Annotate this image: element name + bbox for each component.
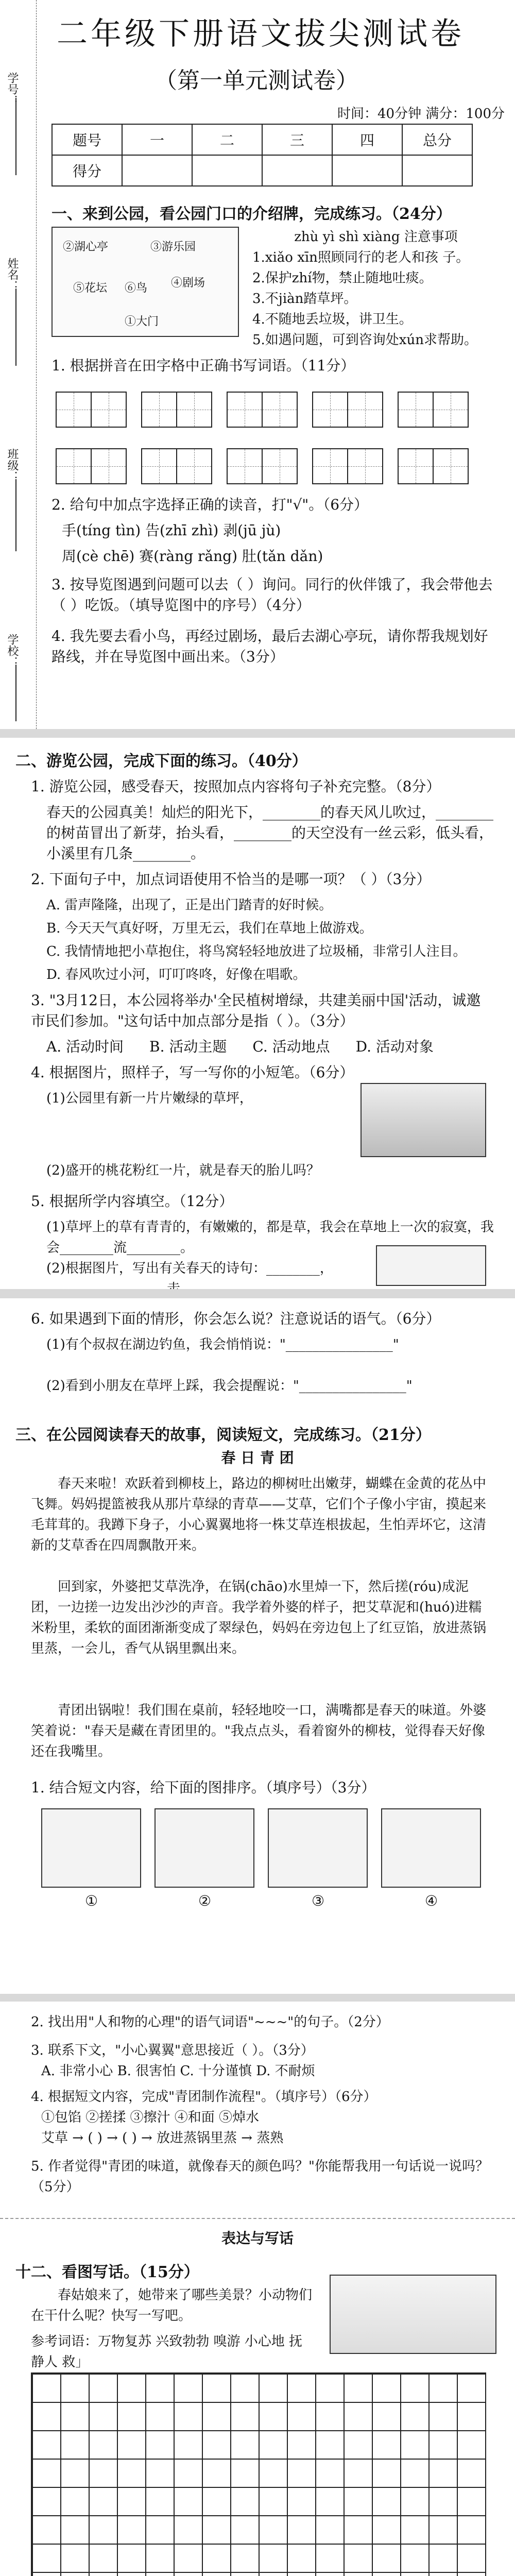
word-cells[interactable] xyxy=(142,392,212,428)
exam-title: 二年级下册语文拔尖测试卷 xyxy=(57,16,465,52)
q3-4-steps: ①包馅 ②搓揉 ③擦汁 ④和面 ⑤焯水 xyxy=(41,2110,260,2125)
map-label: ①大门 xyxy=(125,315,159,328)
word-cells[interactable] xyxy=(399,448,469,484)
student-info-strip xyxy=(0,0,37,729)
word-cells[interactable] xyxy=(399,392,469,428)
map-label: ③游乐园 xyxy=(150,241,196,253)
student-name-label: 姓名： xyxy=(6,258,19,292)
score-head: 四 xyxy=(332,124,402,155)
q3-4-flow[interactable]: 艾草 → ( ) → ( ) → 放进蒸锅里蒸 → 蒸熟 xyxy=(41,2130,284,2146)
class-label: 班级： xyxy=(6,448,19,482)
picture-order-blank[interactable]: ② xyxy=(198,1892,212,1909)
notice-item: 3.不jiàn踏草坪。 xyxy=(252,291,357,307)
q1-4-prompt: 4. 我先要去看小鸟，再经过剧场，最后去湖心亭玩，请你帮我规划好路线，并在导览图中画出来。（3分） xyxy=(52,628,488,665)
score-cell[interactable] xyxy=(262,155,332,186)
option[interactable]: B. 今天天气真好呀，万里无云，我们在草地上做游戏。 xyxy=(46,921,373,936)
park-guide-map xyxy=(52,227,239,337)
word-cells[interactable] xyxy=(57,448,127,484)
writing-grid-row xyxy=(57,448,469,484)
q1-2-prompt: 2. 给句中加点字选择正确的读音，打"√"。（6分） xyxy=(52,496,369,513)
q2-2-prompt: 2. 下面句子中，加点词语使用不恰当的是哪一项？（ ）（3分） xyxy=(31,871,431,888)
map-label: ⑥鸟 xyxy=(125,282,148,295)
score-table xyxy=(52,124,473,187)
exam-page-4 xyxy=(0,2002,515,2576)
writing-heading: 十二、看图写话。（15分） xyxy=(15,2263,199,2281)
story-picture xyxy=(268,1808,368,1888)
park-photo xyxy=(360,1083,486,1157)
story-title: 春 日 青 团 xyxy=(221,1449,294,1466)
exam-meta: 时间：40分钟 满分：100分 xyxy=(337,106,505,122)
q2-4-item: (2)盛开的桃花粉红一片，就是春天的胎儿吗？ xyxy=(46,1163,320,1178)
score-head: 二 xyxy=(192,124,262,155)
word-cells[interactable] xyxy=(313,448,383,484)
word-cells[interactable] xyxy=(142,448,212,484)
q3-3-prompt: 3. 联系下文，"小心翼翼"意思接近（ ）。（3分） xyxy=(31,2043,314,2058)
story-paragraph: 回到家，外婆把艾草洗净，在锅(chāo)水里焯一下，然后搓(róu)成泥团，一边搓一边发出沙沙的声音。我学着外婆的样子，把艾草泥和(huó)进糯米粉里，柔软的面团渐渐变成了翠绿色，妈妈在旁边包上了红豆馅，放进蒸锅里蒸，一会儿，香气从锅里飘出来。 xyxy=(31,1579,487,1656)
option[interactable]: D. 春风吹过小河，叮叮咚咚，好像在唱歌。 xyxy=(46,967,306,982)
story-picture xyxy=(41,1808,141,1888)
exam-page-3 xyxy=(0,1298,515,1994)
score-cell[interactable] xyxy=(332,155,402,186)
pinyin-choice[interactable]: 手(tíng tìn) 告(zhī zhì) 剥(jū jù) xyxy=(62,522,281,539)
story-picture xyxy=(154,1808,254,1888)
picture-order-blank[interactable]: ③ xyxy=(312,1892,325,1909)
writing-prompt: 春姑娘来了，她带来了哪些美景？小动物们在干什么呢？快写一写吧。 xyxy=(31,2287,313,2324)
option[interactable]: D. 活动对象 xyxy=(355,1038,434,1055)
q2-6-item[interactable]: (2)看到小朋友在草坪上踩，我会提醒说："________________" xyxy=(46,1378,413,1394)
student-name-field[interactable] xyxy=(15,289,16,366)
word-cells[interactable] xyxy=(228,448,298,484)
word-cells[interactable] xyxy=(57,392,127,428)
q2-3-prompt: 3. "3月12日，本公园将举办'全民植树增绿，共建美丽中国'活动，诚邀市民们参加。"这句话中加点部分是指（ ）。（3分） xyxy=(31,992,481,1029)
map-label: ⑤花坛 xyxy=(73,282,108,295)
q2-4-item: (1)公园里有新一片片嫩绿的草坪， xyxy=(46,1091,253,1106)
q2-5-item[interactable]: (1)草坪上的草有青青的，有嫩嫩的，都是草，我会在草地上一次的寂寞，我会________流________。 xyxy=(46,1219,494,1256)
school-field[interactable] xyxy=(15,665,16,721)
notice-item: 5.如遇问题，可到咨询处xún求帮助。 xyxy=(252,332,477,348)
section-2-heading: 二、游览公园，完成下面的练习。（40分） xyxy=(15,752,307,770)
notice-title: zhù yì shì xiàng 注意事项 xyxy=(294,229,458,245)
composition-grid[interactable] xyxy=(31,2372,486,2576)
writing-grid-row xyxy=(57,392,469,428)
section-3-heading: 三、在公园阅读春天的故事，阅读短文，完成练习。（21分） xyxy=(15,1426,431,1444)
q3-5-prompt: 5. 作者觉得"青团的味道，就像春天的颜色吗？"你能帮我用一句话说一说吗？（5分） xyxy=(31,2159,489,2195)
notice-item: 4.不随地丢垃圾，讲卫生。 xyxy=(252,312,413,327)
q2-1-prompt: 1. 游览公园，感受春天，按照加点内容将句子补充完整。（8分） xyxy=(31,778,441,795)
story-picture xyxy=(381,1808,481,1888)
student-id-label: 学号： xyxy=(6,72,19,106)
score-cell[interactable] xyxy=(122,155,192,186)
writing-illustration xyxy=(330,2275,496,2354)
school-label: 学校： xyxy=(6,634,19,668)
q1-1-prompt: 1. 根据拼音在田字格中正确书写词语。（11分） xyxy=(52,357,355,374)
map-label: ④剧场 xyxy=(171,277,205,290)
page-gap xyxy=(0,1289,515,1298)
q2-5-item[interactable]: (2)根据图片，写出有关春天的诗句：________， xyxy=(46,1261,333,1276)
q3-1-prompt: 1. 结合短文内容，给下面的图排序。（填序号）（3分） xyxy=(31,1779,376,1796)
notice-item: 2.保护zhí物，禁止随地吐痰。 xyxy=(252,270,433,286)
q2-1-text[interactable]: 春天的公园真美！灿烂的阳光下，________的春天风儿吹过，________的树苗冒出了新芽，抬头看，________的天空没有一丝云彩，低头看，小溪里有几条________。 xyxy=(46,804,494,862)
q1-3-prompt: 3. 按导览图遇到问题可以去（ ）询问。同行的伙伴饿了，我会带他去（ ）吃饭。（填导览图中的序号）（4分） xyxy=(52,576,493,614)
notice-board xyxy=(252,227,500,350)
q2-4-prompt: 4. 根据图片，照样子，写一写你的小短笔。（6分） xyxy=(31,1064,354,1081)
score-head: 总分 xyxy=(402,124,472,155)
divider xyxy=(0,2218,515,2219)
story-paragraph: 青团出锅啦！我们围在桌前，轻轻地咬一口，满嘴都是春天的味道。外婆笑着说："春天是藏在青团里的。"我点点头，看着窗外的柳枝，觉得春天好像还在我嘴里。 xyxy=(31,1703,487,1759)
option[interactable]: C. 我情情地把小草抱住，将鸟窝轻轻地放进了垃圾桶，非常引人注目。 xyxy=(46,944,467,959)
q3-3-options[interactable]: A. 非常小心 B. 很害怕 C. 十分谨慎 D. 不耐烦 xyxy=(41,2063,315,2079)
class-field[interactable] xyxy=(15,479,16,551)
option[interactable]: B. 活动主题 xyxy=(149,1038,227,1055)
page-gap xyxy=(0,1994,515,2002)
option[interactable]: C. 活动地点 xyxy=(252,1038,330,1055)
exam-page-2 xyxy=(0,738,515,1289)
option[interactable]: A. 活动时间 xyxy=(46,1038,124,1055)
option[interactable]: A. 雷声隆隆，出现了，正是出门踏青的好时候。 xyxy=(46,897,333,913)
score-cell[interactable] xyxy=(402,155,472,186)
q3-4-prompt: 4. 根据短文内容，完成"青团制作流程"。（填序号）（6分） xyxy=(31,2089,377,2105)
q2-6-item[interactable]: (1)有个叔叔在湖边钓鱼，我会悄悄说："________________" xyxy=(46,1337,399,1352)
exam-subtitle: （第一单元测试卷） xyxy=(154,67,358,94)
pinyin-choice[interactable]: 周(cè chē) 赛(ràng rǎng) 肚(tǎn dǎn) xyxy=(62,548,323,565)
poem-image xyxy=(376,1245,486,1286)
q2-6-prompt: 6. 如果遇到下面的情形，你会怎么说？注意说话的语气。（6分） xyxy=(31,1310,441,1327)
section-1-heading: 一、来到公园，看公园门口的介绍牌，完成练习。（24分） xyxy=(52,205,452,223)
score-head: 一 xyxy=(122,124,192,155)
q2-3-options xyxy=(46,1037,494,1057)
expression-heading: 表达与写话 xyxy=(221,2230,294,2247)
score-label: 得分 xyxy=(52,155,122,186)
q2-5-prompt: 5. 根据所学内容填空。（12分） xyxy=(31,1193,234,1210)
map-label: ②湖心亭 xyxy=(63,241,109,253)
score-cell[interactable] xyxy=(192,155,262,186)
picture-order-blank[interactable]: ④ xyxy=(425,1892,438,1909)
story-paragraph: 春天来啦！欢跃着到柳枝上，路边的柳树吐出嫩芽，蝴蝶在金黄的花丛中飞舞。妈妈提篮被我从那片草绿的青草——艾草，它们个子像小宇宙，摸起来毛茸茸的。我蹲下身子，小心翼翼地将一株艾草连根拔起，生怕弄坏它，这清新的艾草香在四周飘散开来。 xyxy=(31,1476,487,1553)
score-head: 三 xyxy=(262,124,332,155)
student-id-field[interactable] xyxy=(15,98,16,175)
score-head: 题号 xyxy=(52,124,122,155)
exam-page-1 xyxy=(0,0,515,729)
word-cells[interactable] xyxy=(228,392,298,428)
page-gap xyxy=(0,729,515,738)
notice-item: 1.xiǎo xīn照顾同行的老人和孩 子。 xyxy=(252,250,470,265)
word-cells[interactable] xyxy=(313,392,383,428)
q3-2-prompt: 2. 找出用"人和物的心理"的语气词语"~~~"的句子。（2分） xyxy=(31,2014,389,2030)
picture-order-blank[interactable]: ① xyxy=(85,1892,98,1909)
reference-words: 参考词语：万物复苏 兴致勃勃 嗅游 小心地 抚 静人 救」 xyxy=(31,2334,303,2370)
